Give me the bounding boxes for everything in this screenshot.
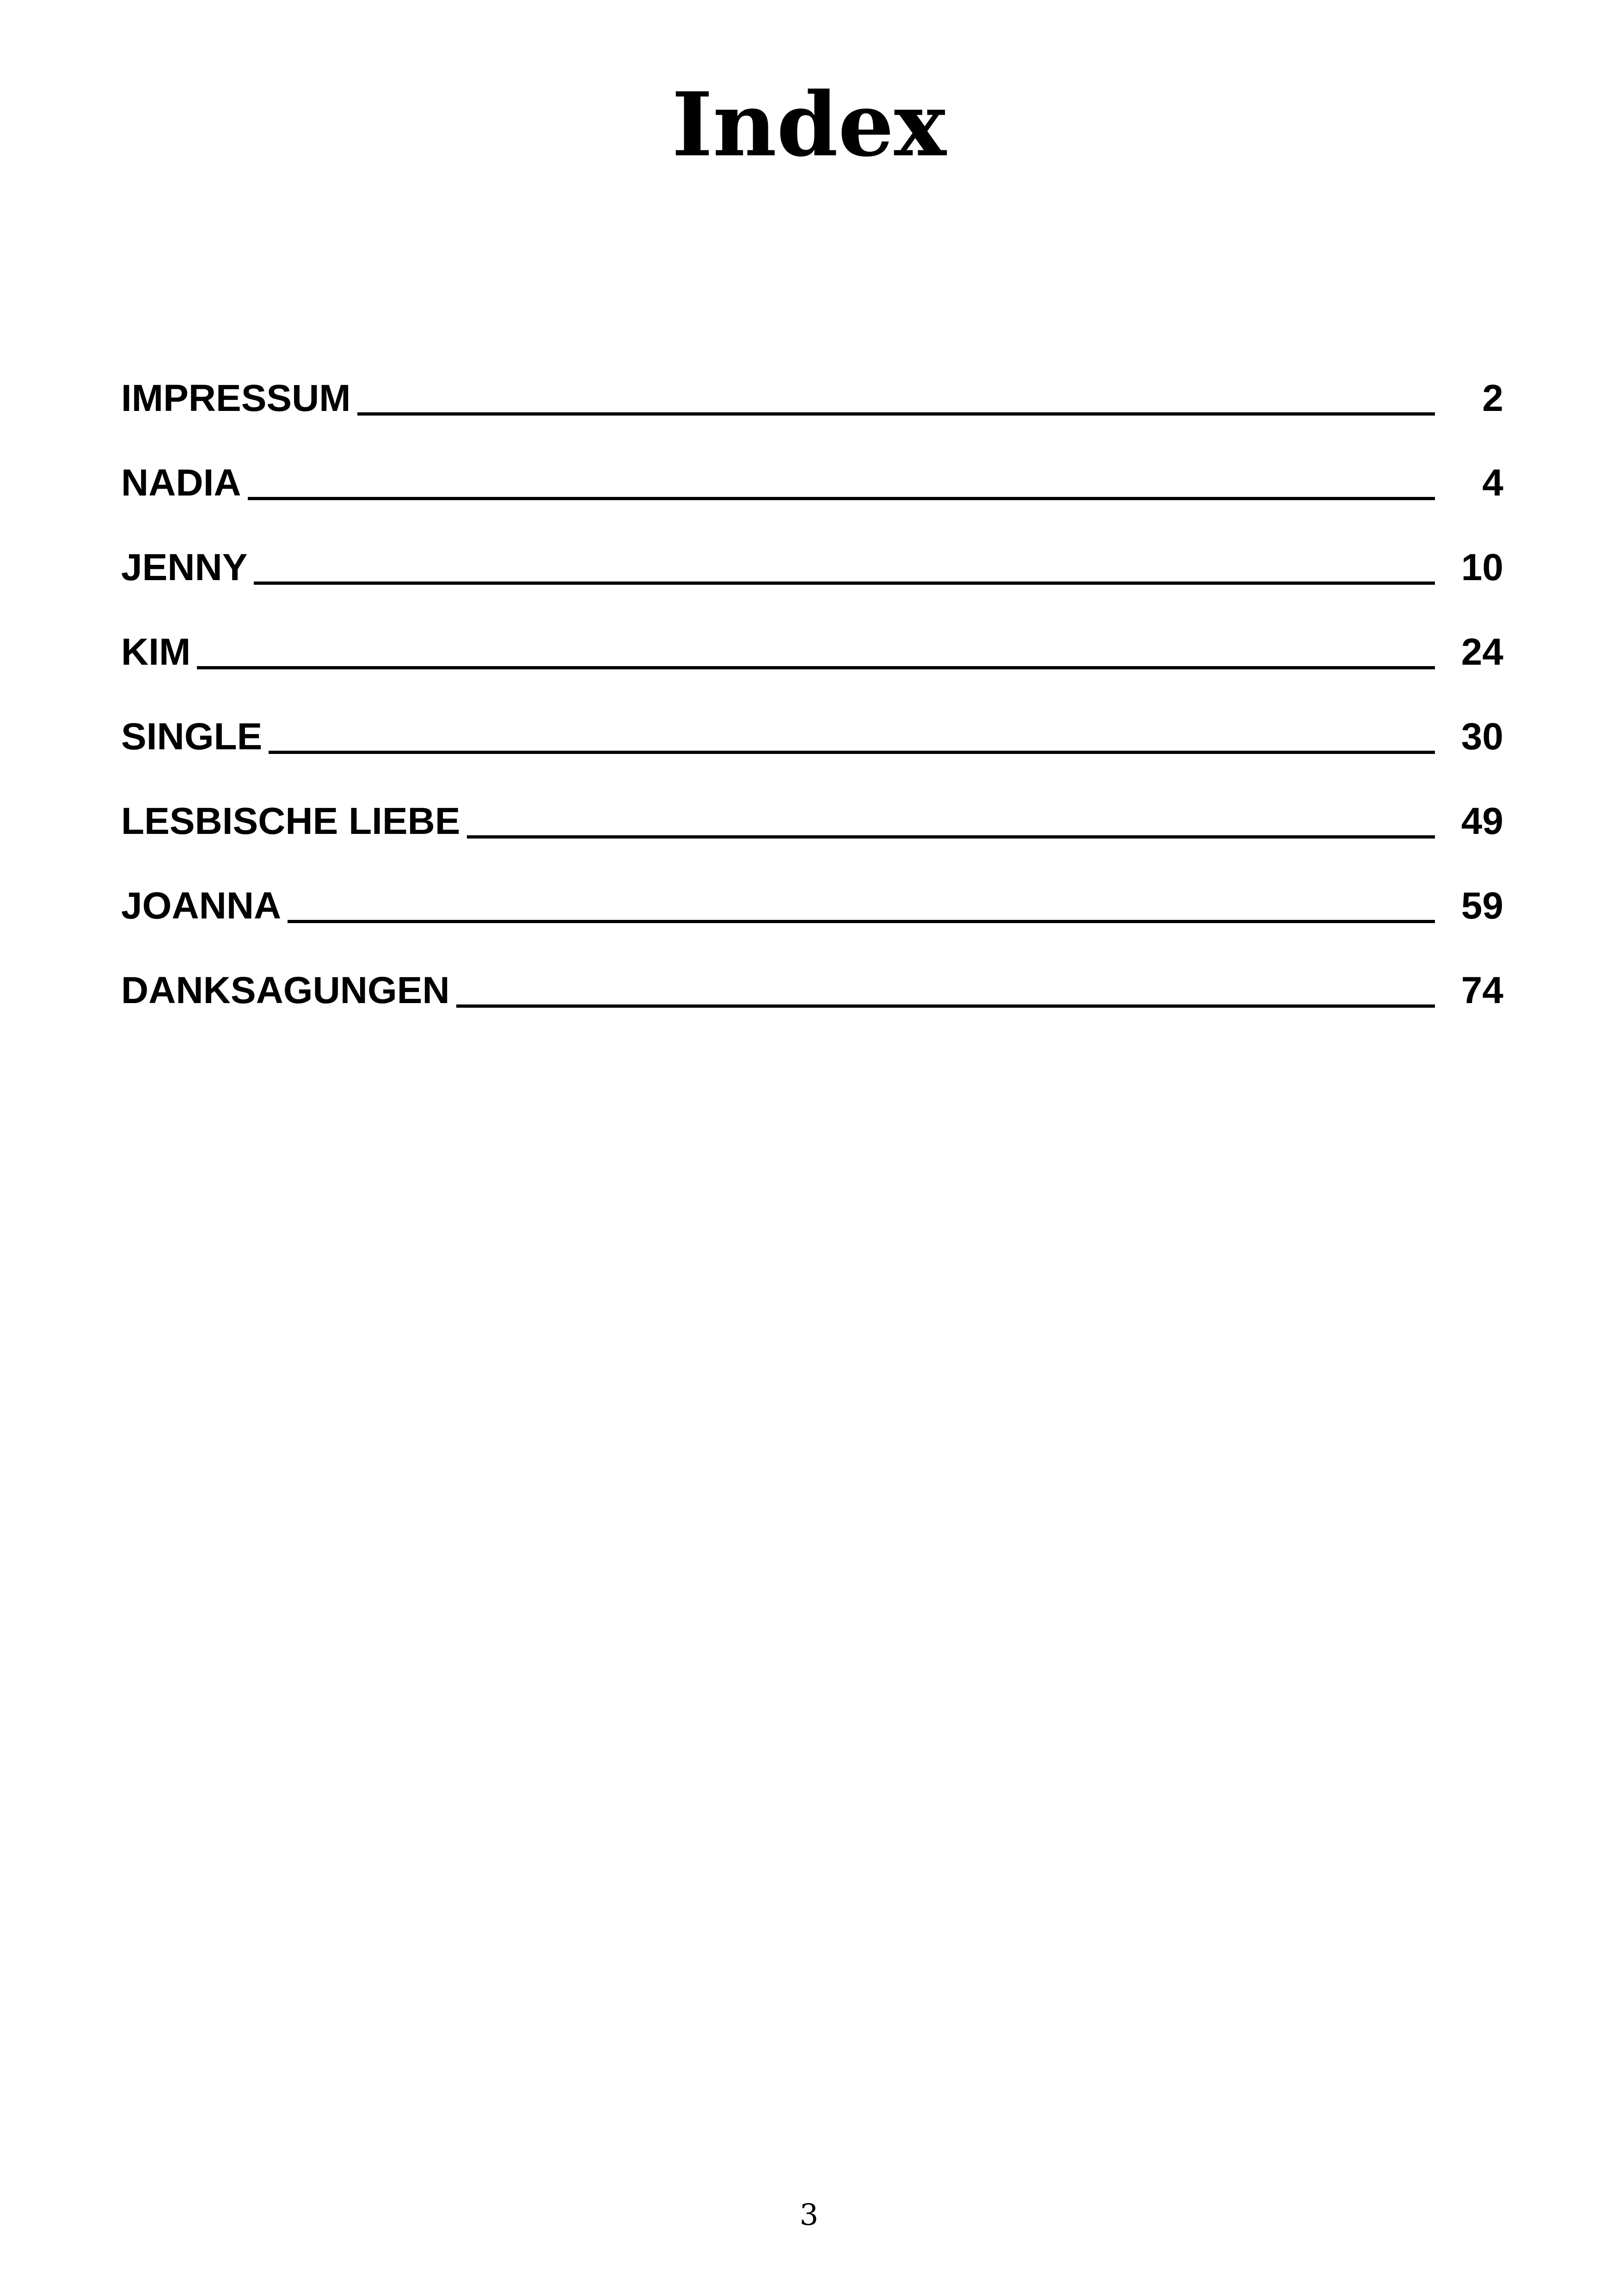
toc-leader-line (467, 835, 1435, 839)
toc-leader-line (269, 750, 1435, 754)
toc-entry-label: KIM (121, 631, 191, 673)
toc-entry-label: DANKSAGUNGEN (121, 969, 450, 1011)
toc-entry-label: IMPRESSUM (121, 377, 351, 419)
table-of-contents (121, 333, 1503, 1010)
toc-entry-label: JENNY (121, 546, 248, 588)
toc-entry-page: 2 (1482, 377, 1503, 419)
toc-leader-line (357, 412, 1435, 416)
toc-entry-page: 49 (1461, 800, 1503, 842)
toc-entry-page: 74 (1461, 969, 1503, 1011)
toc-leader-line (288, 919, 1435, 923)
toc-entry-lesbische-liebe (121, 756, 1503, 840)
toc-leader-line (456, 1004, 1435, 1008)
toc-entry-page: 4 (1482, 462, 1503, 504)
toc-entry-jenny (121, 502, 1503, 587)
toc-entry-label: SINGLE (121, 716, 263, 758)
toc-entry-danksagungen (121, 925, 1503, 1010)
toc-leader-line (197, 666, 1435, 669)
page-title: Index (671, 73, 947, 176)
page-number: 3 (799, 2198, 819, 2232)
toc-entry-label: JOANNA (121, 885, 282, 927)
toc-entry-joanna (121, 840, 1503, 925)
toc-leader-line (248, 496, 1435, 500)
toc-entry-page: 24 (1461, 631, 1503, 673)
toc-entry-page: 30 (1461, 716, 1503, 758)
toc-entry-page: 59 (1461, 885, 1503, 927)
toc-entry-single (121, 671, 1503, 756)
toc-entry-kim (121, 587, 1503, 671)
toc-entry-label: LESBISCHE LIEBE (121, 800, 460, 842)
toc-entry-label: NADIA (121, 462, 241, 504)
toc-entry-nadia (121, 417, 1503, 502)
toc-entry-page: 10 (1461, 546, 1503, 588)
toc-leader-line (254, 581, 1435, 585)
toc-entry-impressum (121, 333, 1503, 417)
